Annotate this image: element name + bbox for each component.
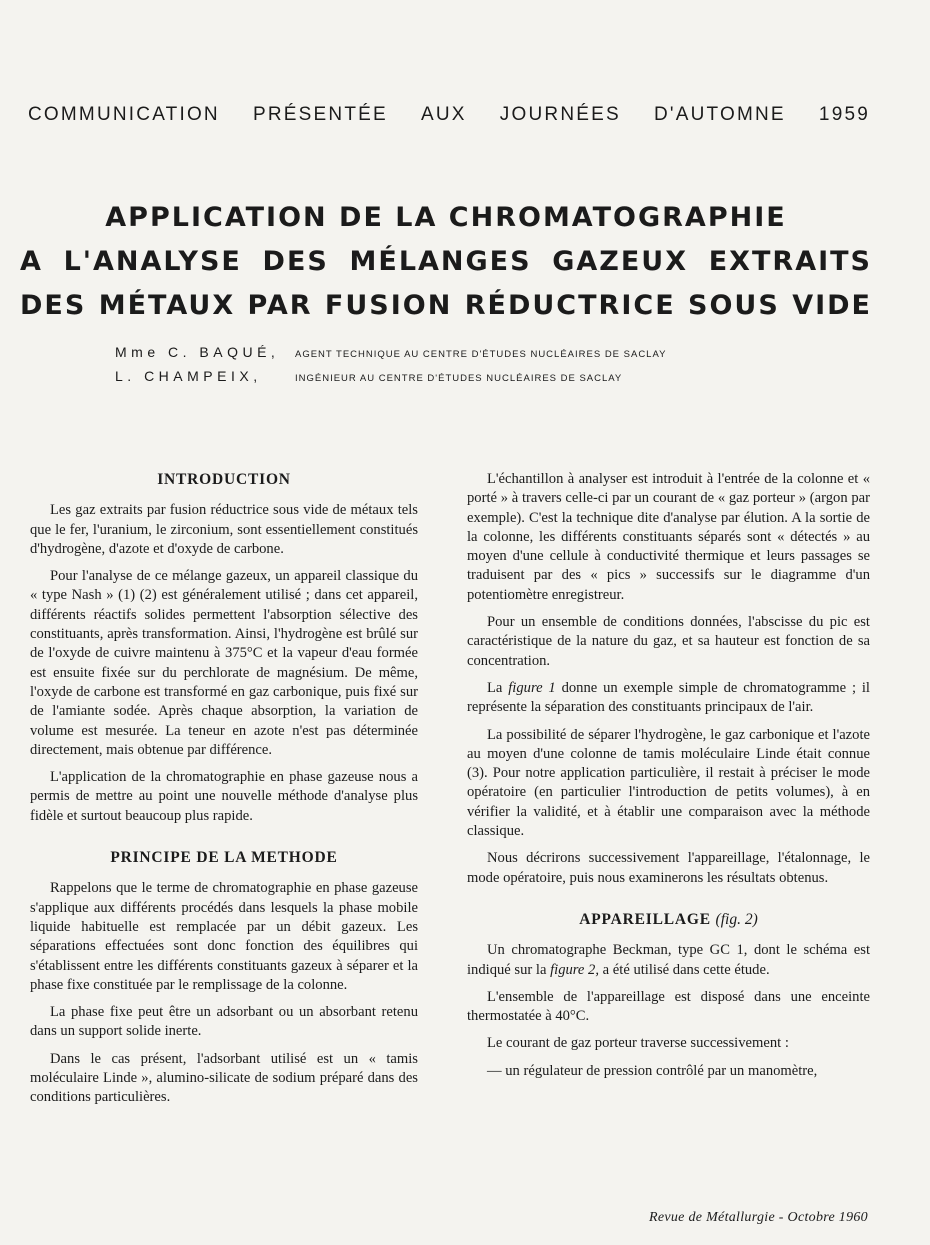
author-name: L. CHAMPEIX, xyxy=(115,368,262,384)
text-run: donne un exemple simple de chromatogramme ; il représente la séparation des constituants principaux de l'air. xyxy=(467,679,870,716)
text-run: Un chromatographe Beckman, type GC 1, dont le schéma est indiqué sur la xyxy=(467,942,870,978)
series-header xyxy=(28,104,870,126)
text-run: La xyxy=(487,679,509,696)
figure-reference: figure 1 xyxy=(508,679,556,696)
journal-footer: Revue de Métallurgie - Octobre 1960 xyxy=(648,1210,868,1225)
author-name: Mme C. BAQUÉ, xyxy=(115,344,280,360)
paragraph: Les gaz extraits par fusion réductrice sous vide de métaux tels que le fer, l'uranium, le zirconium, sont essentiellement constitués d'hydrogène, d'azote et d'oxyde de carbone. xyxy=(30,502,418,557)
paragraph: L'application de la chromatographie en phase gazeuse nous a permis de mettre au point une nouvelle méthode d'analyse plus fidèle et surtout beaucoup plus rapide. xyxy=(30,769,418,824)
paragraph: La phase fixe peut être un adsorbant ou un absorbant retenu dans un support solide inerte. xyxy=(30,1004,418,1040)
header-word: AUX xyxy=(421,104,467,125)
header-word: D'AUTOMNE xyxy=(653,104,786,125)
right-column xyxy=(467,470,870,1089)
paragraph: Nous décrirons successivement l'appareillage, l'étalonnage, le mode opératoire, puis nous examinerons les résultats obtenus. xyxy=(467,850,870,886)
paragraph: Pour un ensemble de conditions données, l'abscisse du pic est caractéristique de la nature du gaz, et sa hauteur est fonction de sa concentration. xyxy=(467,614,870,669)
paragraph: Pour l'analyse de ce mélange gazeux, un appareil classique du « type Nash » (1) (2) est généralement utilisé ; dans cet appareil, différents réactifs solides permettent l'absorption sélective des constituants, après transformation. Ainsi, l'hydrogène est brûlé sur de l'oxyde de cuivre maintenu à 375°C et la vapeur d'eau formée est ensuite fixée sur du perchlorate de magnésium. De même, l'oxyde de carbone est transformé en gaz carbonique, puis fixé sur de l'amiante sodée. Après chaque absorption, la variation de volume est mesurée. La teneur en azote n'est pas déterminée directement, mais obtenue par différence. xyxy=(30,568,418,758)
author-affiliation: AGENT TECHNIQUE AU CENTRE D'ÉTUDES NUCLÉAIRES DE SACLAY xyxy=(295,349,667,360)
text-run: a été utilisé dans cette étude. xyxy=(599,961,770,978)
left-column xyxy=(30,470,418,1116)
paragraph: Rappelons que le terme de chromatographie en phase gazeuse s'applique aux différents procédés dans lesquels la phase mobile liquide habituelle est remplacée par un débit gazeux. Les séparations effectuées sont donc fonction des équilibres qui s'établissent entre les différents constituants gazeux à séparer et la phase fixe constituée par le remplissage de la colonne. xyxy=(30,880,418,993)
title-line-2: A L'ANALYSE DES MÉLANGES GAZEUX EXTRAITS xyxy=(20,246,872,277)
header-word: COMMUNICATION xyxy=(28,104,220,125)
author-affiliation: INGÉNIEUR AU CENTRE D'ÉTUDES NUCLÉAIRES DE SACLAY xyxy=(295,373,623,384)
section-heading-appareillage xyxy=(467,910,870,929)
heading-text: APPAREILLAGE xyxy=(579,910,711,928)
author-entry xyxy=(115,344,666,368)
header-word: PRÉSENTÉE xyxy=(252,104,388,125)
paragraph xyxy=(467,941,870,980)
title-line-1: APPLICATION DE LA CHROMATOGRAPHIE xyxy=(105,202,787,233)
figure-reference: figure 2, xyxy=(550,961,600,978)
paragraph: Le courant de gaz porteur traverse successivement : xyxy=(487,1035,789,1052)
paragraph xyxy=(467,679,870,718)
paragraph: La possibilité de séparer l'hydrogène, le gaz carbonique et l'azote au moyen d'une colonne de tamis moléculaire Linde était connue (3). Pour notre application particulière, il restait à préciser le mode opératoire (en particulier l'introduction de petits volumes), à en vérifier la validité, et à établir une comparaison avec la méthode classique. xyxy=(467,726,870,840)
author-entry xyxy=(115,368,666,392)
title-line-3: DES MÉTAUX PAR FUSION RÉDUCTRICE SOUS VIDE xyxy=(20,290,872,321)
author-list xyxy=(115,344,666,392)
paragraph: L'ensemble de l'appareillage est disposé dans une enceinte thermostatée à 40°C. xyxy=(467,988,870,1025)
section-heading-principe: PRINCIPE DE LA METHODE xyxy=(110,849,338,867)
paragraph: L'échantillon à analyser est introduit à l'entrée de la colonne et « porté » à travers celle-ci par un courant de « gaz porteur » (argon par exemple). C'est la technique dite d'analyse par élution. A la sortie de la colonne, les différents constituants séparés sont « détectés » au moyen d'une cellule à conductivité thermique et leurs passages se traduisent par des « pics » successifs sur le diagramme d'un potentiomètre enregistreur. xyxy=(467,471,870,603)
section-heading-introduction: INTRODUCTION xyxy=(157,471,291,488)
paragraph: — un régulateur de pression contrôlé par un manomètre, xyxy=(487,1062,818,1079)
article-title xyxy=(20,196,872,328)
paragraph: Dans le cas présent, l'adsorbant utilisé est un « tamis moléculaire Linde », alumino-silicate de sodium préparé dans des conditions particulières. xyxy=(30,1050,418,1106)
header-word: JOURNÉES xyxy=(499,104,621,125)
figure-reference: (fig. 2) xyxy=(715,910,758,928)
header-word: 1959 xyxy=(818,104,870,125)
